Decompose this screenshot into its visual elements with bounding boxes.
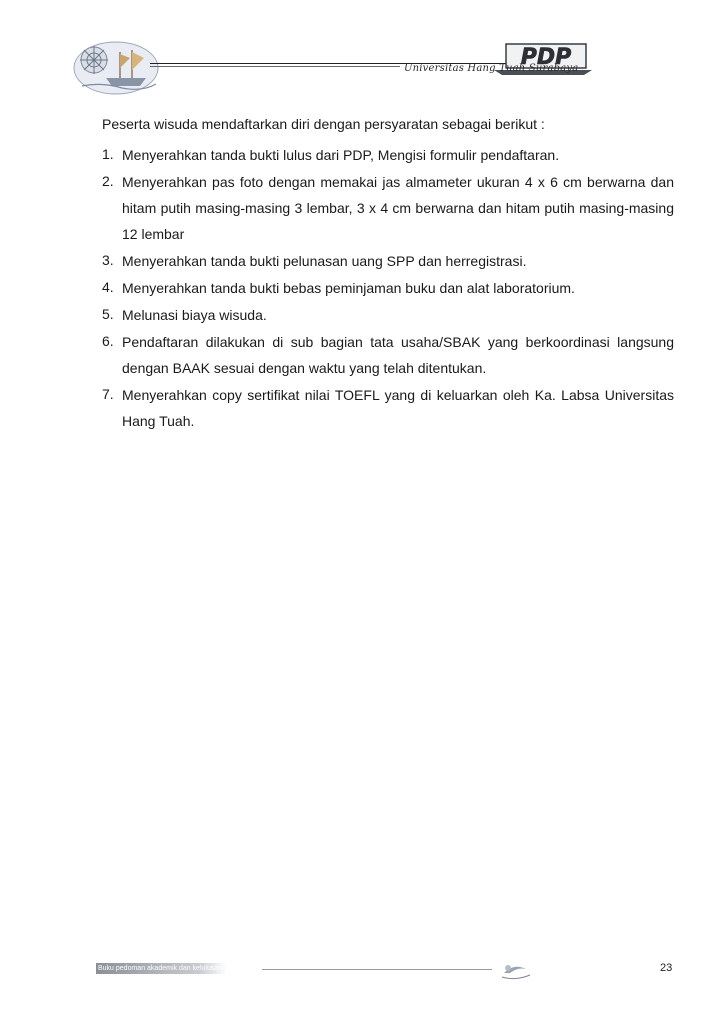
list-item (102, 169, 674, 247)
list-item (102, 382, 674, 434)
list-text: Menyerahkan pas foto dengan memakai jas almameter ukuran 4 x 6 cm berwarna dan hitam putih masing-masing 3 lembar, 3 x 4 cm berwarna dan hitam putih masing-masing 12 lembar (122, 174, 674, 242)
list-number: 6. (102, 333, 114, 349)
requirements-list (102, 142, 674, 434)
footer-label: Buku pedoman akademik dan kelulusan (98, 965, 223, 972)
document-body (102, 112, 674, 435)
list-number: 3. (102, 252, 114, 268)
list-number: 2. (102, 173, 114, 189)
header-university-name: Universitas Hang Tuah Surabaya (404, 63, 579, 74)
page-number: 23 (660, 962, 673, 974)
list-text: Menyerahkan tanda bukti pelunasan uang SPP dan herregistrasi. (122, 253, 527, 269)
list-number: 1. (102, 146, 114, 162)
footer-rule (262, 969, 492, 970)
intro-paragraph: Peserta wisuda mendaftarkan diri dengan persyaratan sebagai berikut : (102, 116, 545, 132)
list-text: Menyerahkan tanda bukti bebas peminjaman buku dan alat laboratorium. (122, 280, 575, 296)
list-text: Menyerahkan copy sertifikat nilai TOEFL yang di keluarkan oleh Ka. Labsa Universitas Hang Tuah. (122, 387, 674, 429)
list-item (102, 275, 674, 301)
list-item (102, 329, 674, 381)
list-text: Pendaftaran dilakukan di sub bagian tata usaha/SBAK yang berkoordinasi langsung dengan BAAK sesuai dengan waktu yang telah ditentukan. (122, 334, 674, 376)
list-item (102, 302, 674, 328)
list-number: 7. (102, 386, 114, 402)
list-item (102, 248, 674, 274)
page-header (0, 0, 728, 100)
ship-emblem-logo (72, 38, 160, 96)
header-rule-thin (150, 66, 400, 67)
pdp-logo-text: PDP (520, 45, 572, 70)
list-text: Menyerahkan tanda bukti lulus dari PDP, Mengisi formulir pendaftaran. (122, 147, 560, 163)
list-number: 5. (102, 306, 114, 322)
footer-ship-icon (498, 959, 532, 981)
list-item (102, 142, 674, 168)
page-footer (0, 955, 728, 995)
list-text: Melunasi biaya wisuda. (122, 307, 267, 323)
list-number: 4. (102, 279, 114, 295)
